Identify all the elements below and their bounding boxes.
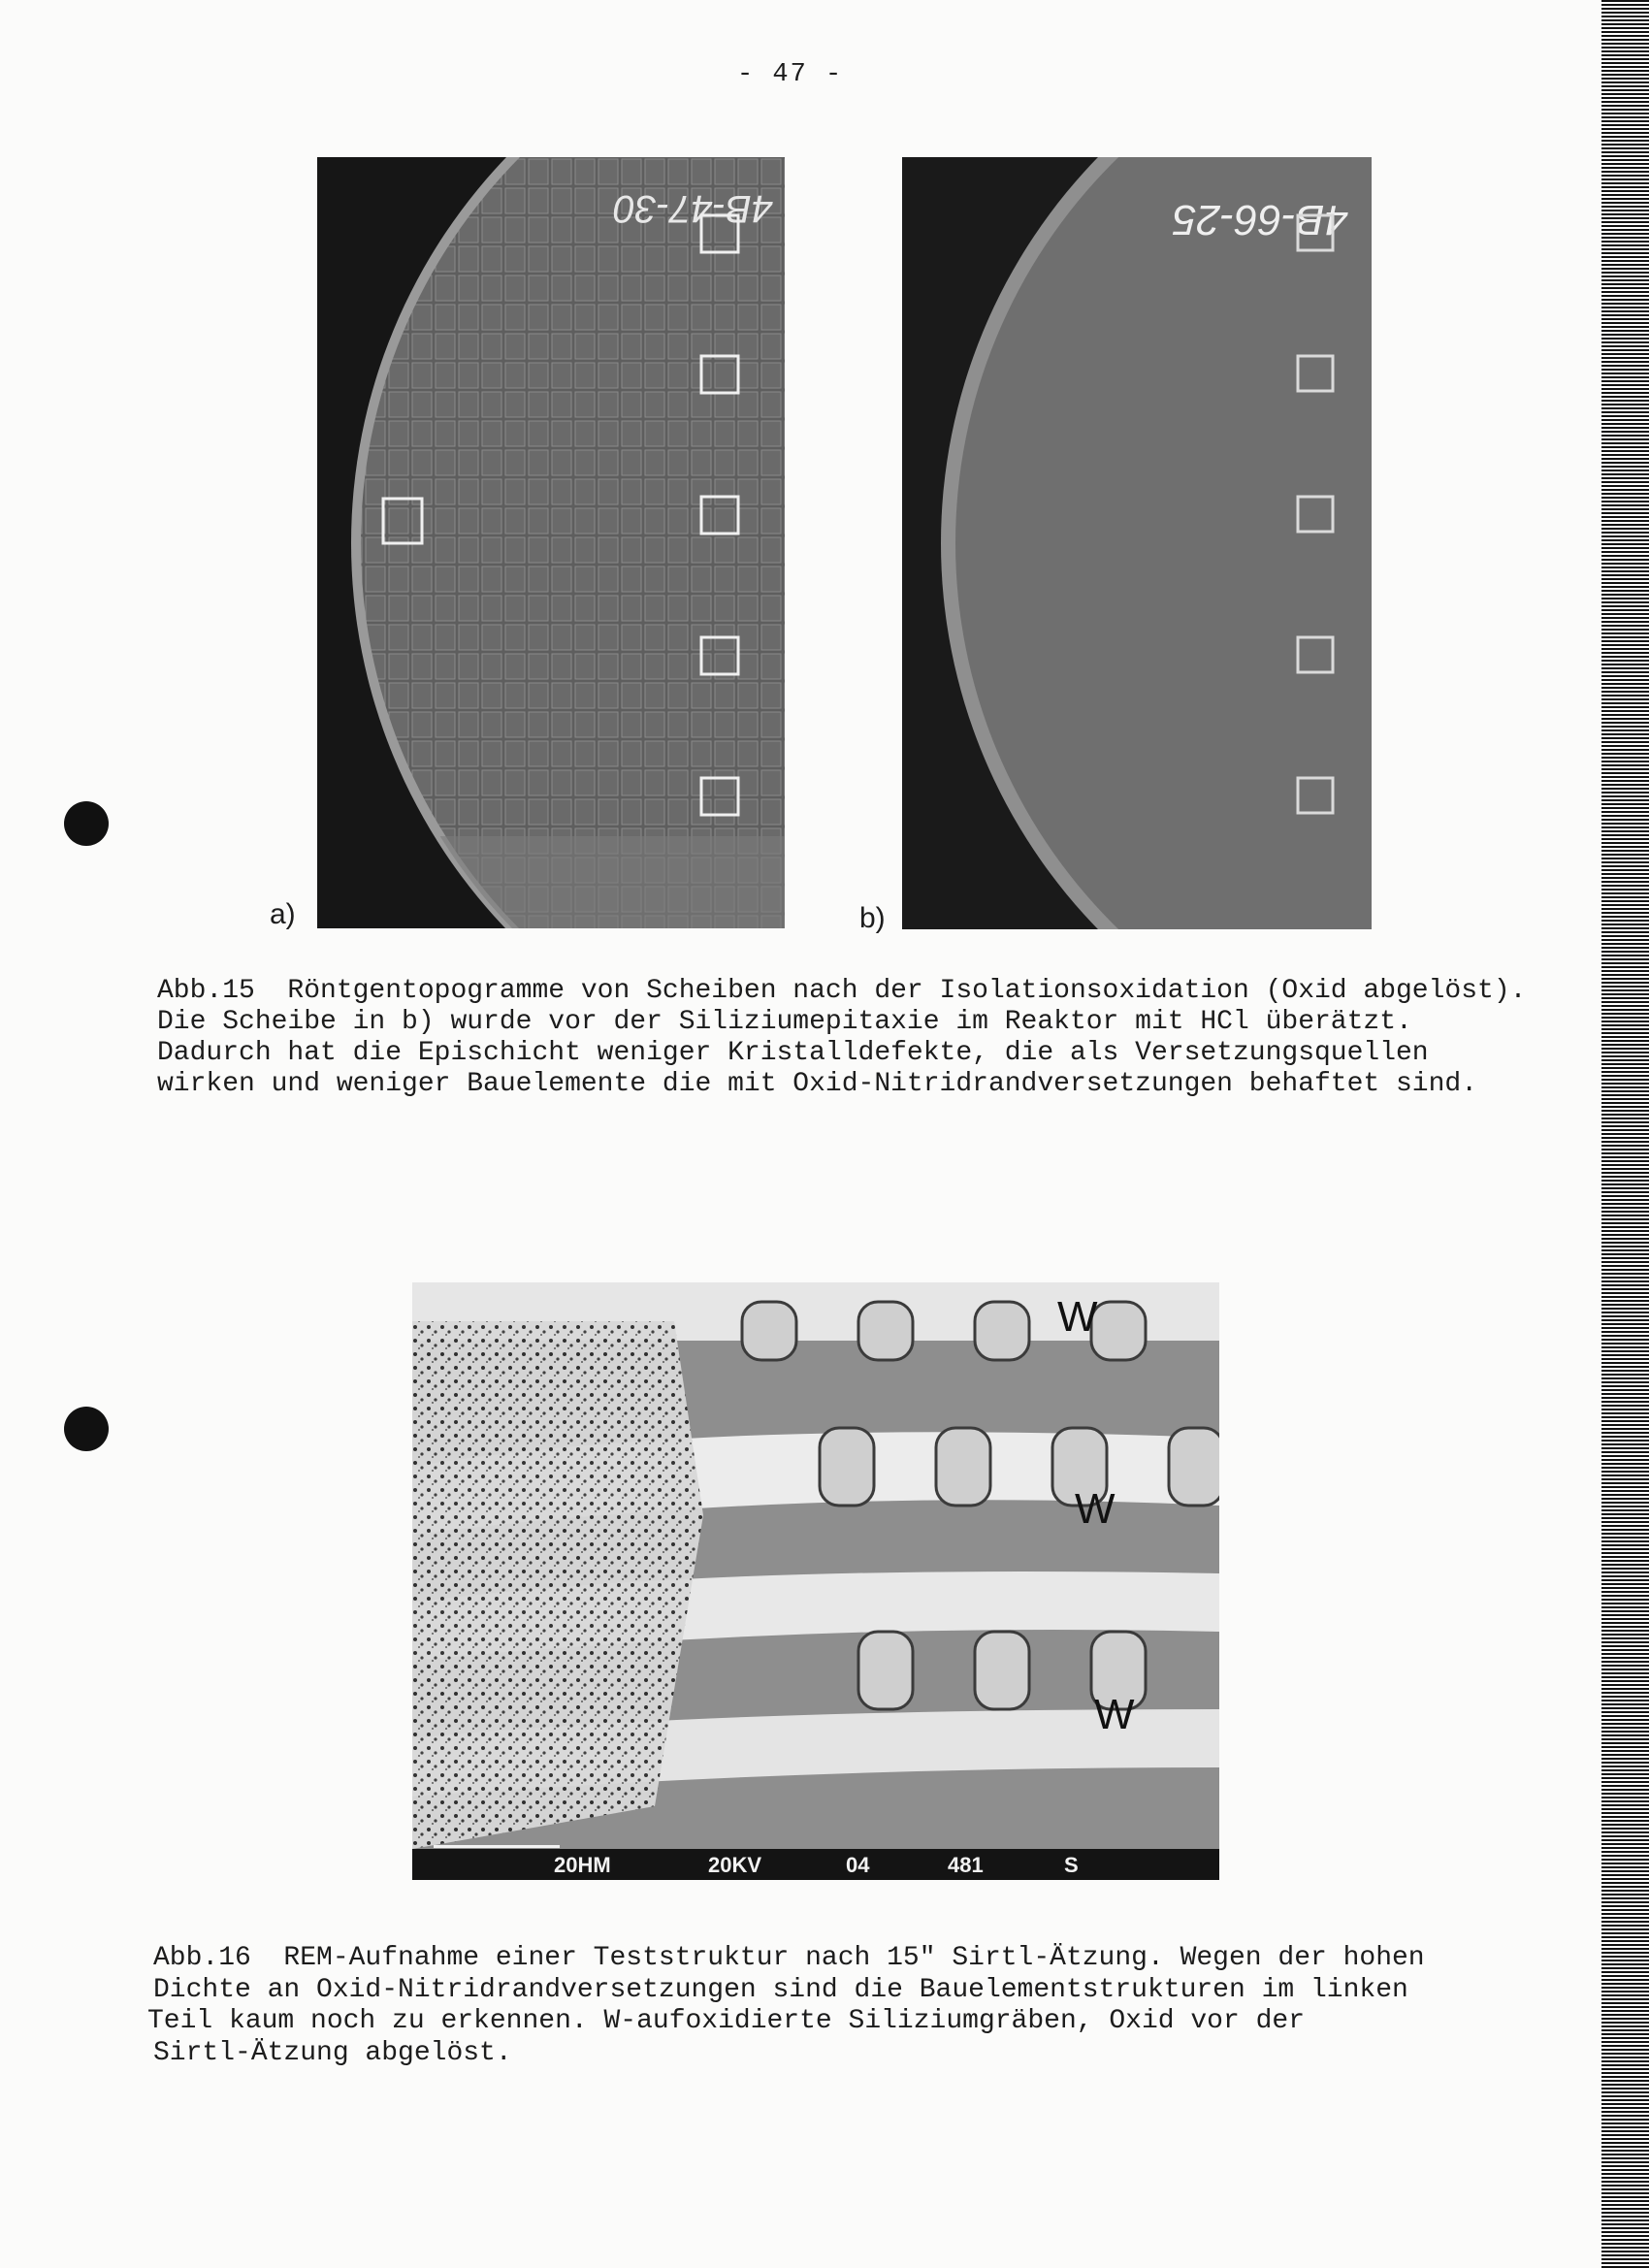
scalebar-field-1: 04 xyxy=(846,1853,870,1877)
figure15-panel-a-label: a) xyxy=(270,898,296,930)
punch-hole-top xyxy=(64,801,109,846)
figure16-scalebar xyxy=(412,1849,1219,1880)
scalebar-line xyxy=(434,1845,560,1848)
figure15-panel-a-photo xyxy=(317,157,785,928)
scalebar-field-2: 481 xyxy=(948,1853,984,1877)
sem-marker-w-1: W xyxy=(1057,1293,1098,1341)
figure15-panel-b-photo xyxy=(902,157,1372,929)
caption16-line-3: Teil kaum noch zu erkennen. W-aufoxidierte Siliziumgräben, Oxid vor der xyxy=(147,2006,1305,2036)
scalebar-length: 20HM xyxy=(554,1853,611,1877)
caption15-line-2: Die Scheibe in b) wurde vor der Siliziumepitaxie im Reaktor mit HCl überätzt. xyxy=(157,1007,1412,1037)
page-number: - 47 - xyxy=(737,60,844,89)
caption16-line-4: Sirtl-Ätzung abgelöst. xyxy=(153,2038,512,2068)
caption16-line-2: Dichte an Oxid-Nitridrandversetzungen sind die Bauelementstrukturen im linken xyxy=(153,1975,1408,2005)
sem-marker-w-2: W xyxy=(1075,1485,1116,1533)
punch-hole-bottom xyxy=(64,1407,109,1451)
sem-marker-w-3: W xyxy=(1094,1691,1135,1738)
scanner-edge-strip xyxy=(1601,0,1649,2268)
caption15-line-1: Abb.15 Röntgentopogramme von Scheiben nach der Isolationsoxidation (Oxid abgelöst). xyxy=(157,976,1527,1006)
wafer-b-marking: 4B-66-25 xyxy=(1172,196,1348,243)
caption15-line-3: Dadurch hat die Epischicht weniger Kristalldefekte, die als Versetzungsquellen xyxy=(157,1038,1429,1068)
scalebar-voltage: 20KV xyxy=(708,1853,762,1877)
wafer-a-marking: 4B-47-30 xyxy=(613,187,773,230)
figure16-sem-photo xyxy=(412,1282,1219,1849)
figure15-panel-b-label: b) xyxy=(859,902,886,934)
caption16-line-1: Abb.16 REM-Aufnahme einer Teststruktur nach 15" Sirtl-Ätzung. Wegen der hohen xyxy=(153,1943,1425,1973)
caption15-line-4: wirken und weniger Bauelemente die mit Oxid-Nitridrandversetzungen behaftet sind. xyxy=(157,1069,1478,1099)
scalebar-field-3: S xyxy=(1064,1853,1079,1877)
